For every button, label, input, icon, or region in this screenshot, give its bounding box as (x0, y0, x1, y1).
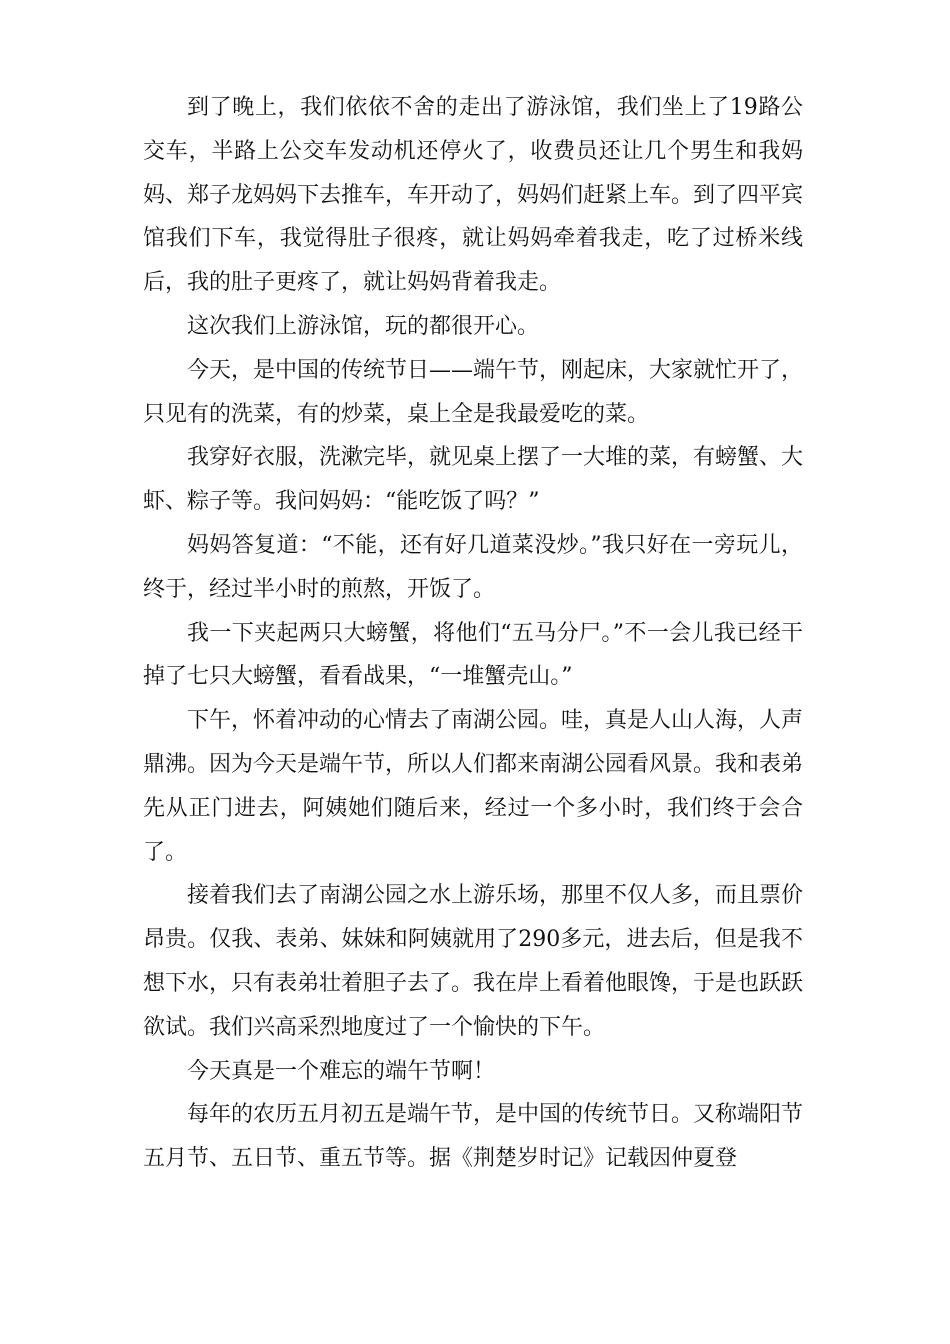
paragraph-9: 今天真是一个难忘的端午节啊！ (187, 1058, 496, 1084)
paragraph-1: 到了晚上，我们依依不舍的走出了游泳馆，我们坐上了19路公交车，半路上公交车发动机还停火了，收费员还让几个男生和我妈妈、郑子龙妈妈下去推车，车开动了，妈妈们赶紧上车。到了四平宾馆我们下车，我觉得肚子很疼，就让妈妈牵着我走，吃了过桥米线后，我的肚子更疼了，就让妈妈背着我走。 (143, 95, 804, 296)
paragraph-3: 今天，是中国的传统节日——端午节，刚起床，大家就忙开了，只见有的洗菜，有的炒菜，桌上全是我最爱吃的菜。 (143, 357, 804, 427)
paragraph-10: 每年的农历五月初五是端午节，是中国的传统节日。又称端阳节五月节、五日节、重五节等。据《荆楚岁时记》记载因仲夏登 (143, 1102, 804, 1172)
paragraph-5: 妈妈答复道：“不能，还有好几道菜没炒。”我只好在一旁玩儿，终于，经过半小时的煎熬，开饭了。 (143, 532, 803, 602)
paragraph-2: 这次我们上游泳馆，玩的都很开心。 (187, 313, 540, 339)
paragraph-7: 下午，怀着冲动的心情去了南湖公园。哇，真是人山人海，人声鼎沸。因为今天是端午节，所以人们都来南湖公园看风景。我和表弟先从正门进去，阿姨她们随后来，经过一个多小时，我们终于会合了。 (143, 708, 804, 865)
paragraph-4: 我穿好衣服，洗漱完毕，就见桌上摆了一大堆的菜，有螃蟹、大虾、粽子等。我问妈妈：“能吃饭了吗？” (143, 445, 804, 515)
paragraph-8: 接着我们去了南湖公园之水上游乐场，那里不仅人多，而且票价昂贵。仅我、表弟、妹妹和阿姨就用了290多元，进去后，但是我不想下水，只有表弟壮着胆子去了。我在岸上看着他眼馋，于是也跃跃欲试。我们兴高采烈地度过了一个愉快的下午。 (143, 883, 804, 1040)
document-body (143, 86, 803, 1181)
paragraph-6: 我一下夹起两只大螃蟹，将他们“五马分尸。”不一会儿我已经干掉了七只大螃蟹，看看战果，“一堆蟹壳山。” (143, 620, 803, 690)
